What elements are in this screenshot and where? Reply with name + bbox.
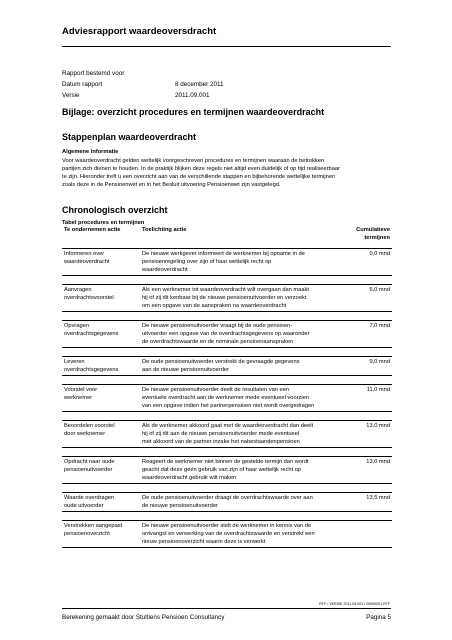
cell-toelichting (140, 420, 336, 447)
cell-actie-line: door werknemer (64, 430, 106, 437)
cell-toelichting-line: waardeoverdracht gebruik wilt maken (142, 474, 237, 481)
meta-label-date: Datum rapport (62, 81, 103, 88)
cell-toelichting (140, 520, 336, 547)
cell-termijn: 7,0 mnd (336, 320, 392, 347)
cell-toelichting-line: om een opgave van de aanspraken na waardeoverdracht (142, 302, 287, 309)
meta-row (62, 79, 322, 90)
paragraph-line: partijen zich dienen te houden. In de praktijk blijken deze regels niet altijd even duidelijk of op tijd realiseerbaar (62, 166, 340, 172)
row-spacer (62, 483, 392, 492)
stappenplan-heading: Stappenplan waardeoverdracht (62, 132, 197, 142)
algemene-informatie-heading: Algemene informatie (62, 149, 119, 155)
meta-value-version: 2011.09.001 (175, 92, 210, 99)
meta-row (62, 68, 322, 79)
cell-actie-line: Voorstel voor (64, 386, 98, 393)
cell-actie-line: overdrachtsgegevens (64, 366, 119, 373)
cell-toelichting-line: pensioenregeling over zijn of haar wettelijk recht op (142, 258, 272, 265)
cell-actie-line: pensioenoverzicht (64, 530, 110, 537)
cell-toelichting-line: ontvangst en verwerking van de overdrachtswaarde en verstrekt een (142, 530, 315, 537)
document-header-title: Adviesrapport waardeoversdracht (62, 26, 217, 37)
cell-actie (62, 492, 140, 511)
cell-termijn: 11,0 mnd (336, 384, 392, 411)
cell-toelichting-line: van een opgave indien het partnerpensioen niet wordt overgedragen (142, 402, 315, 409)
intro-paragraph (62, 157, 392, 189)
cell-toelichting (140, 456, 336, 483)
meta-value-date: 8 december 2011 (175, 81, 224, 88)
cell-toelichting-line: de nieuwe pensioenuitvoerder (142, 502, 218, 509)
paragraph-line: zoals deze in de Pensioenwet en in het Besluit uitvoering Pensioenwet zijn vastgelegd. (62, 182, 281, 188)
row-spacer (62, 411, 392, 420)
cell-toelichting-line: Als een werknemer tot waardeoverdracht wilt overgaan dan maakt (142, 286, 309, 293)
meta-row (62, 90, 322, 101)
cell-actie (62, 384, 140, 411)
cell-termijn (336, 520, 392, 547)
cell-actie (62, 420, 140, 447)
cell-actie-line: Waarde overdragen (64, 494, 115, 501)
row-spacer (62, 311, 392, 320)
row-spacer (62, 375, 392, 384)
table-row (62, 456, 392, 483)
cell-actie-line: Opdracht naar oude (64, 458, 115, 465)
bijlage-heading: Bijlage: overzicht procedures en termijnen waardeoverdracht (62, 107, 325, 117)
cell-actie-line: Informeren over (64, 250, 105, 257)
cell-actie-line: werknemer (64, 394, 93, 401)
cell-toelichting-line: hij of zij dit kenbaar bij de nieuwe pensioenuitvoerder en verzoekt (142, 294, 307, 301)
cell-toelichting-line: met akkoord van de partner inzake het nabestaandenpensioen (142, 438, 300, 445)
cell-toelichting (140, 248, 336, 275)
cell-actie (62, 284, 140, 311)
cell-actie (62, 456, 140, 483)
table-row (62, 492, 392, 511)
cell-toelichting-line: Reageert de werknemer niet binnen de gestelde termijn dan wordt (142, 458, 309, 465)
footer-file-reference: RTF / VERSIE 2011.09.001 / 20090001.RTF (319, 602, 390, 606)
procedures-table (62, 226, 392, 548)
cell-actie-line: overdrachtsgegevens (64, 330, 119, 337)
chronologisch-heading: Chronologisch overzicht (62, 205, 168, 215)
cell-actie-line: Verstrekken aangepast (64, 522, 123, 529)
table-row (62, 248, 392, 275)
col-header-termijnen: Cumulatieve termijnen (356, 227, 390, 241)
table-row (62, 420, 392, 447)
row-spacer (62, 347, 392, 356)
cell-toelichting-line: de overdrachtswaarde en de nominale pensioenaanspraken (142, 338, 294, 345)
cell-actie-line: pensioenuitvoerder (64, 466, 113, 473)
table-title: Tabel procedures en termijnen (62, 220, 145, 226)
paragraph-line: Voor waardeoverdracht gelden wettelijk voorgeschreven procedures en termijnen waaraan de betrokken (62, 158, 325, 164)
cell-toelichting (140, 492, 336, 511)
cell-actie-line: Beoordelen voorstel (64, 422, 115, 429)
cell-toelichting-line: De nieuwe pensioenuitvoerder deelt de resultaten van een (142, 386, 290, 393)
table-row (62, 284, 392, 311)
cell-toelichting (140, 384, 336, 411)
cell-actie (62, 356, 140, 375)
table-header-row (62, 226, 392, 248)
table-row (62, 356, 392, 375)
cell-termijn: 0,0 mnd (336, 248, 392, 275)
cell-actie (62, 248, 140, 275)
cell-toelichting-line: waardeoverdracht (142, 266, 188, 273)
cell-toelichting-line: eventuele overdracht aan de werknemer mede eventueel voorzien (142, 394, 309, 401)
header-divider (62, 46, 391, 47)
row-spacer (62, 275, 392, 284)
procedures-table-body (62, 248, 392, 547)
cell-toelichting-line: uitvoerder een opgave van de overdrachtsgegevens op waaronder (142, 330, 310, 337)
cell-termijn: 6,0 mnd (336, 284, 392, 311)
cell-toelichting-line: De nieuwe werkgever informeert de werknemer bij opname in de (142, 250, 305, 257)
cell-termijn: 13,0 mnd (336, 456, 392, 483)
col-header-toelichting: Toelichting actie (142, 227, 187, 233)
cell-actie (62, 520, 140, 547)
cell-actie-line: Opvragen (64, 322, 89, 329)
cell-actie-line: overdrachtsvoorstel (64, 294, 114, 301)
cell-termijn: 13,0 mnd (336, 420, 392, 447)
cell-toelichting-line: nieuw pensioenoverzicht waarin deze is verwerkt (142, 538, 266, 545)
cell-actie-line: Leveren (64, 358, 85, 365)
cell-toelichting (140, 320, 336, 347)
cell-actie-line: oude uitvoerder (64, 502, 104, 509)
footer-author: Berekening gemaakt door Stultiens Pensioen Consultancy (62, 614, 225, 621)
cell-actie-line: waardeoverdracht (64, 258, 110, 265)
meta-label-version: Versie (62, 92, 80, 99)
row-spacer (62, 447, 392, 456)
cell-actie-line: Aanvragen (64, 286, 92, 293)
row-spacer (62, 511, 392, 520)
cell-toelichting-line: hij of zij dit aan de nieuwe pensioenuitvoerder mede eventueel (142, 430, 300, 437)
footer-divider (62, 608, 391, 609)
cell-termijn: 9,0 mnd (336, 356, 392, 375)
cell-toelichting (140, 284, 336, 311)
cell-termijn: 13,5 mnd (336, 492, 392, 511)
paragraph-line: te zijn. Hieronder treft u een overzicht aan van de verschillende stappen en bijbehorende wettelijke termijnen (62, 174, 336, 180)
footer-page-number: Pagina 5 (366, 614, 391, 621)
table-row (62, 320, 392, 347)
cell-toelichting-line: De oude pensioenuitvoerder verstrekt de gevraagde gegevens (142, 358, 300, 365)
report-meta (62, 68, 322, 101)
table-row (62, 520, 392, 547)
meta-label-recipient: Rapport bestemd voor (62, 70, 125, 77)
col-header-actie: Te ondernemen actie (64, 227, 121, 233)
cell-toelichting (140, 356, 336, 375)
table-row (62, 384, 392, 411)
cell-actie (62, 320, 140, 347)
cell-toelichting-line: De nieuwe pensioenuitvoerder vraagt bij de oude pensioen- (142, 322, 293, 329)
cell-toelichting-line: Als de werknemer akkoord gaat met de waardeoverdracht dan deelt (142, 422, 314, 429)
cell-toelichting-line: geacht dat deze géén gebruik van zijn of haar wettelijk recht op (142, 466, 302, 473)
cell-toelichting-line: De nieuwe pensioenuitvoerder stelt de werknemer in kennis van de (142, 522, 312, 529)
cell-toelichting-line: aan de nieuwe pensioenuitvoerder (142, 366, 229, 373)
cell-toelichting-line: De oude pensioenuitvoerder draagt de overdrachtswaarde over aan (142, 494, 313, 501)
